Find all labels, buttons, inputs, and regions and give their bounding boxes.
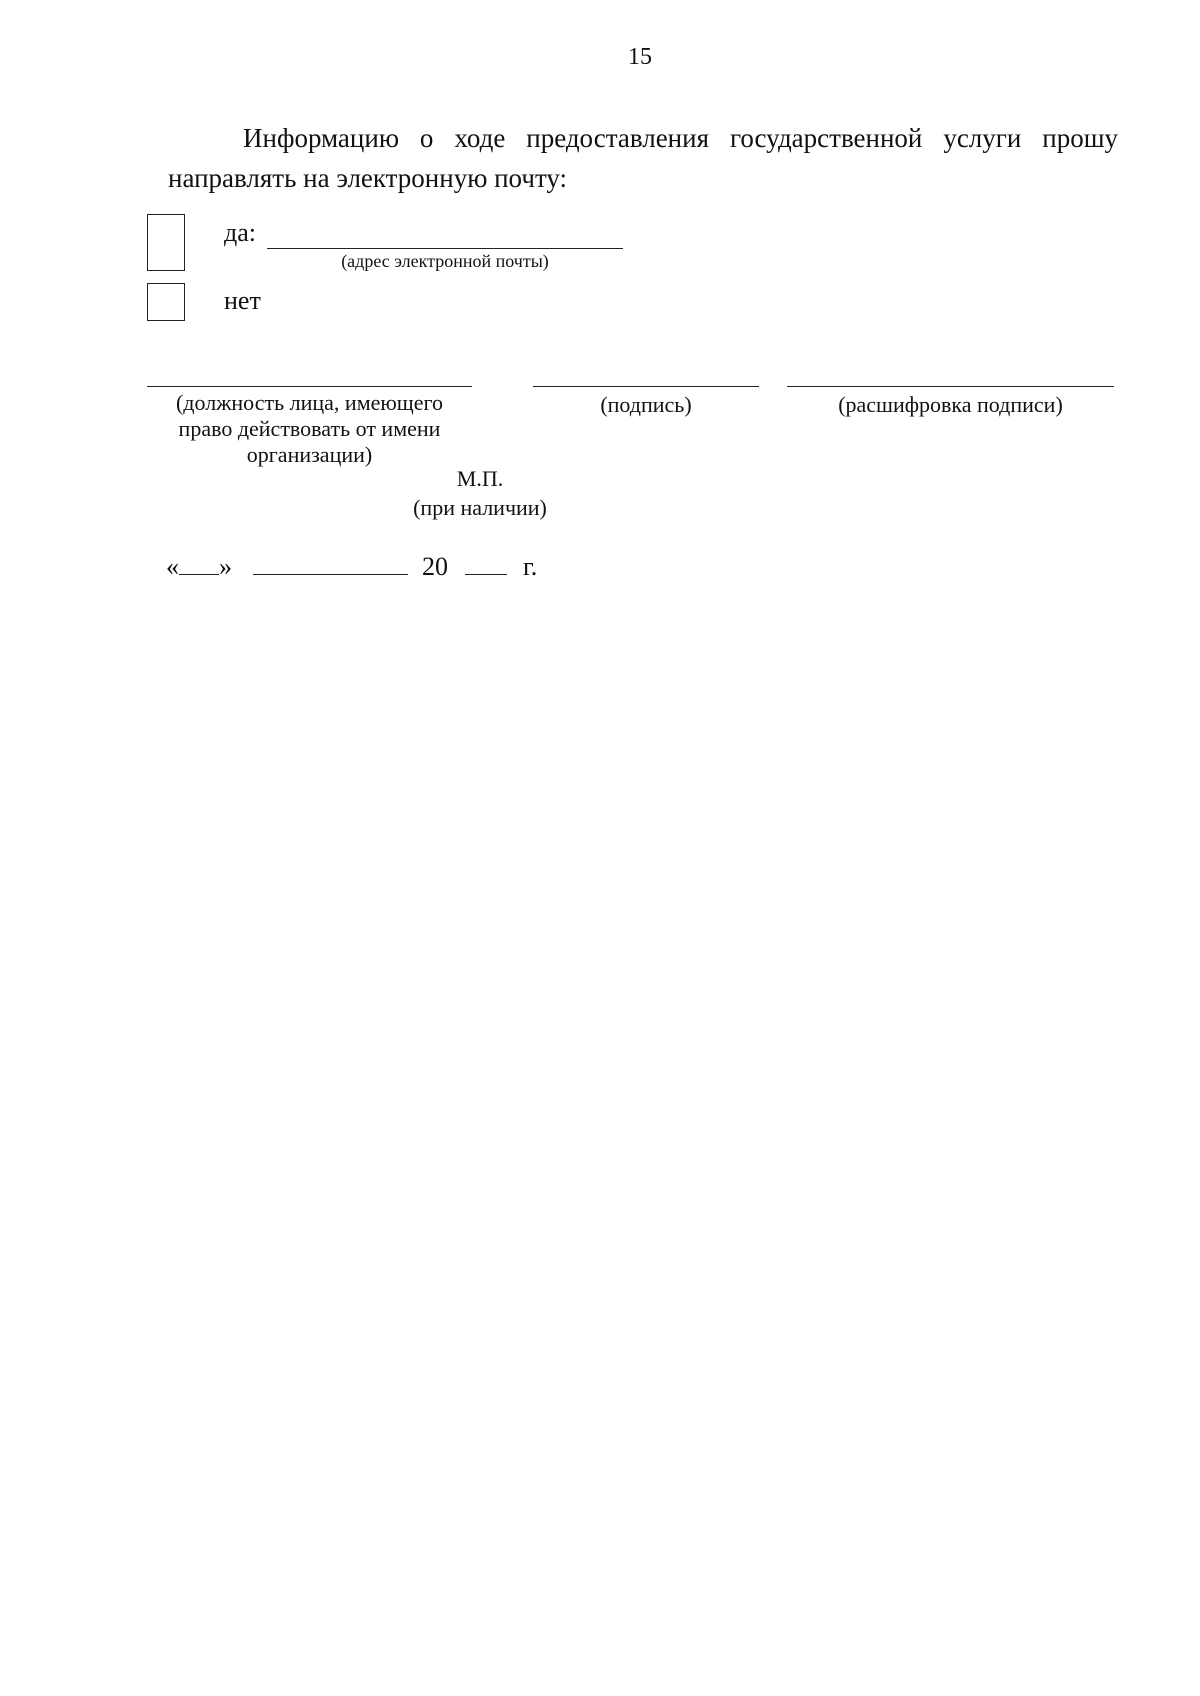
year-prefix: 20 [422,552,448,581]
day-field[interactable] [179,553,219,575]
date-line [166,552,537,582]
yes-checkbox[interactable] [147,214,185,271]
position-field[interactable] [147,386,472,387]
position-caption [147,390,472,468]
request-line-1: Информацию о ходе предоставления государственной услуги прошу [243,123,1118,153]
no-label: нет [224,286,261,315]
signature-caption: (подпись) [600,392,692,417]
yes-label: да: [224,218,256,247]
email-field-caption: (адрес электронной почты) [341,251,549,271]
signature-decoding-field[interactable] [787,386,1114,387]
position-caption-line-3: организации) [246,442,373,467]
no-checkbox[interactable] [147,283,185,321]
year-suffix: г. [523,552,538,581]
position-caption-line-2: право действовать от имени [178,416,441,441]
stamp-note: (при наличии) [413,495,547,520]
decoding-caption: (расшифровка подписи) [838,392,1063,417]
open-quote: « [166,552,179,581]
page-number: 15 [628,44,652,70]
email-address-field[interactable] [267,248,623,249]
email-request-paragraph [168,118,1118,198]
year-field[interactable] [465,553,507,575]
stamp-label: М.П. [456,466,504,491]
close-quote: » [219,552,232,581]
month-field[interactable] [253,553,408,575]
stamp-place [380,464,580,522]
position-caption-line-1: (должность лица, имеющего [175,390,443,415]
signature-field[interactable] [533,386,759,387]
request-line-2: направлять на электронную почту: [168,163,568,193]
